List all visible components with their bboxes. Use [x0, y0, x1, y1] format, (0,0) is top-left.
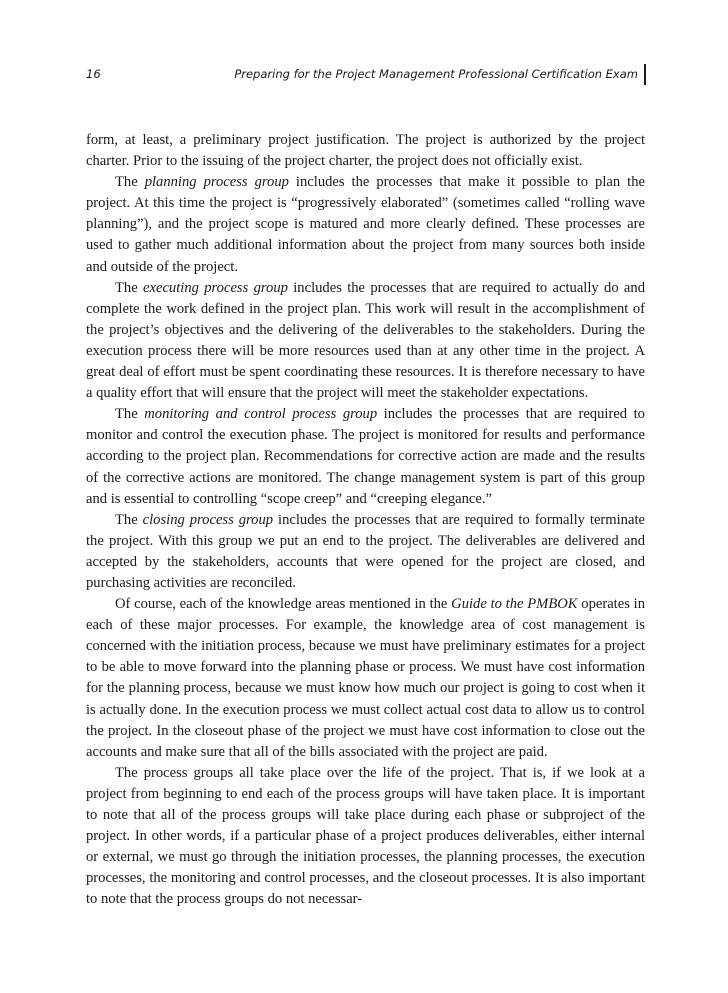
paragraph-rest: includes the processes that are required to monitor and control the execution phase. The project is monitored for results and performance according to the project plan. Recommendations for corrective action are made and the results of the corrective actions are monitored. The change management system is part of this group and is essential to controlling “scope creep” and “creeping elegance.” — [86, 406, 645, 507]
paragraph-closing-process-group — [86, 510, 645, 594]
paragraph-monitoring-control-process-group — [86, 404, 645, 509]
paragraph-rest: operates in each of these major processes. For example, the knowledge area of cost management is concerned with the initiation process, because we must have preliminary estimates for a project to be able to move forward into the planning phase or process. We must have cost information for the planning process, because we must know how much our project is going to cost when it is actually done. In the execution process we must collect actual cost data to allow us to control the project. In the closeout phase of the project we must have cost information to close out the accounts and make sure that all of the bills associated with the project are paid. — [86, 596, 645, 760]
page-number: 16 — [86, 67, 101, 81]
paragraph-lead: Of course, each of the knowledge areas mentioned in the — [115, 596, 452, 613]
paragraph-lead: The — [115, 174, 145, 191]
paragraph-lead: The — [115, 279, 144, 296]
paragraph-lead: The — [115, 406, 145, 423]
paragraph-rest: includes the processes that are required to actually do and complete the work defined in the project plan. This work will result in the accomplishment of the project’s objectives and the delivering of the deliverables to the stakeholders. During the execution process there will be more resources used than at any other time in the project. A great deal of effort must be spent coordinating these resources. It is therefore necessary to have a quality effort that will ensure that the project will meet the stakeholder expectations. — [86, 279, 646, 402]
term-guide-to-the-pmbok: Guide to the PMBOK — [451, 596, 578, 613]
paragraph-continued: form, at least, a preliminary project justification. The project is authorized by the project charter. Prior to the issuing of the project charter, the project does not officially exist. — [86, 132, 645, 170]
running-head — [86, 64, 646, 86]
paragraph-process-groups-life: The process groups all take place over the life of the project. That is, if we look at a project from beginning to end each of the process groups will have taken place. It is important to note that all of the process groups will take place during each phase or subproject of the project. In other words, if a particular phase of a project produces deliverables, either internal or external, we must go through the initiation processes, the planning processes, the execution processes, the monitoring and control processes, and the closeout processes. It is also important to note that the process groups do not necessar- — [86, 764, 645, 908]
term-monitoring-control-process-group: monitoring and control process group — [144, 406, 378, 423]
term-planning-process-group: planning process group — [144, 174, 289, 191]
paragraph-knowledge-areas — [86, 594, 645, 763]
term-executing-process-group: executing process group — [143, 279, 288, 296]
paragraph-lead: The — [115, 511, 143, 528]
paragraph-rest: includes the processes that make it possible to plan the project. At this time the project is “progressively elaborated” (sometimes called “rolling wave planning”), and the project scope is matured and more clearly defined. These processes are used to gather much additional information about the project from many sources both inside and outside of the project. — [86, 174, 645, 275]
header-rule — [644, 64, 646, 85]
paragraph-planning-process-group — [86, 172, 645, 277]
term-closing-process-group: closing process group — [142, 511, 274, 528]
running-title: Preparing for the Project Management Professional Certification Exam — [234, 67, 638, 81]
body-text — [86, 130, 645, 910]
paragraph-executing-process-group — [86, 278, 645, 405]
paragraph-rest: includes the processes that are required to formally terminate the project. With this group we put an end to the project. The deliverables are delivered and accepted by the stakeholders, accounts that were opened for the project are closed, and purchasing activities are reconciled. — [86, 511, 645, 591]
